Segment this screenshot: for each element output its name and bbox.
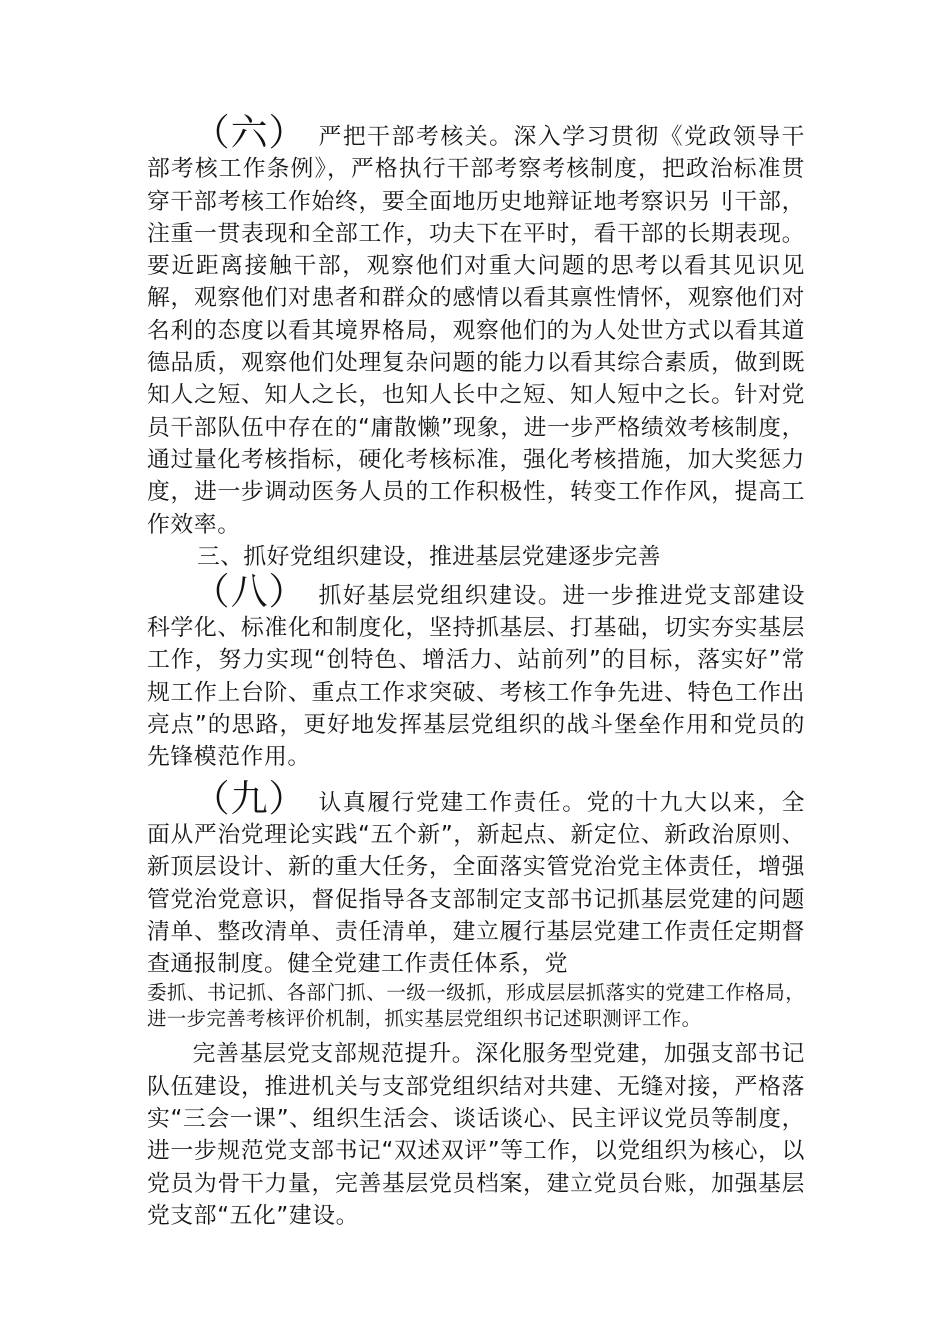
section-nine-number: （九） bbox=[192, 776, 307, 820]
document-body bbox=[147, 111, 806, 1232]
section-six-number: （六） bbox=[192, 111, 307, 154]
section-six-paragraph bbox=[147, 111, 806, 541]
party-branch-standardization-paragraph: 完善基层党支部规范提升。深化服务型党建，加强支部书记队伍建设，推进机关与支部党组织结对共建、无缝对接，严格落实“三会一课”、组织生活会、谈话谈心、民主评议党员等制度，进一步规范党支部书记“双述双评”等工作，以党组织为核心，以党员为骨干力量，完善基层党员档案，建立党员台账，加强基层党支部“五化”建设。 bbox=[147, 1041, 805, 1229]
section-eight-number: （八） bbox=[192, 569, 307, 613]
section-nine-text: 认真履行党建工作责任。党的十九大以来，全面从严治党理论实践“五个新”，新起点、新定位、新政治原则、新顶层设计、新的重大任务，全面落实管党治党主体责任，增强管党治党意识，督促指导各支部制定支部书记抓基层党建的问题清单、整改清单、责任清单，建立履行基层党建工作责任定期督查通报制度。健全党建工作责任体系，党 bbox=[147, 789, 806, 978]
section-eight-text: 抓好基层党组织建设。进一步推进党支部建设科学化、标准化和制度化，坚持抓基层、打基础，切实夯实基层工作，努力实现“创特色、增活力、站前列”的目标，落实好”常规工作上台阶、重点工作求突破、考核工作争先进、特色工作出亮点”的思路，更好地发挥基层党组织的战斗堡垒作用和党员的先锋模范作用。 bbox=[147, 582, 806, 771]
section-eight-paragraph bbox=[147, 569, 806, 774]
section-nine-continuation: 委抓、书记抓、各部门抓、一级一级抓，形成层层抓落实的党建工作格局，进一步完善考核评价机制，抓实基层党组织书记述职测评工作。 bbox=[147, 981, 805, 1030]
section-six-text: 严把干部考核关。深入学习贯彻《党政领导干部考核工作条例》，严格执行干部考察考核制度，把政治标准贯穿干部考核工作始终，要全面地历史地辩证地考察识另刂干部，注重一贯表现和全部工作，功夫下在平时，看干部的长期表现。要近距离接触干部，观察他们对重大问题的思考以看其见识见解，观察他们对患者和群众的感情以看其禀性情怀，观察他们对名利的态度以看其境界格局，观察他们的为人处世方式以看其道德品质，观察他们处理复杂问题的能力以看其综合素质，做到既知人之短、知人之长，也知人长中之短、知人短中之长。针对党员干部队伍中存在的“庸散懒”现象，进一步严格绩效考核制度，通过量化考核指标，硬化考核标准，强化考核措施，加大奖惩力度，进一步调动医务人员的工作积极性，转变工作作风，提高工作效率。 bbox=[147, 124, 806, 538]
section-nine-paragraph bbox=[147, 776, 806, 981]
section-three-heading: 三、抓好党组织建设，推进基层党建逐步完善 bbox=[197, 543, 661, 570]
